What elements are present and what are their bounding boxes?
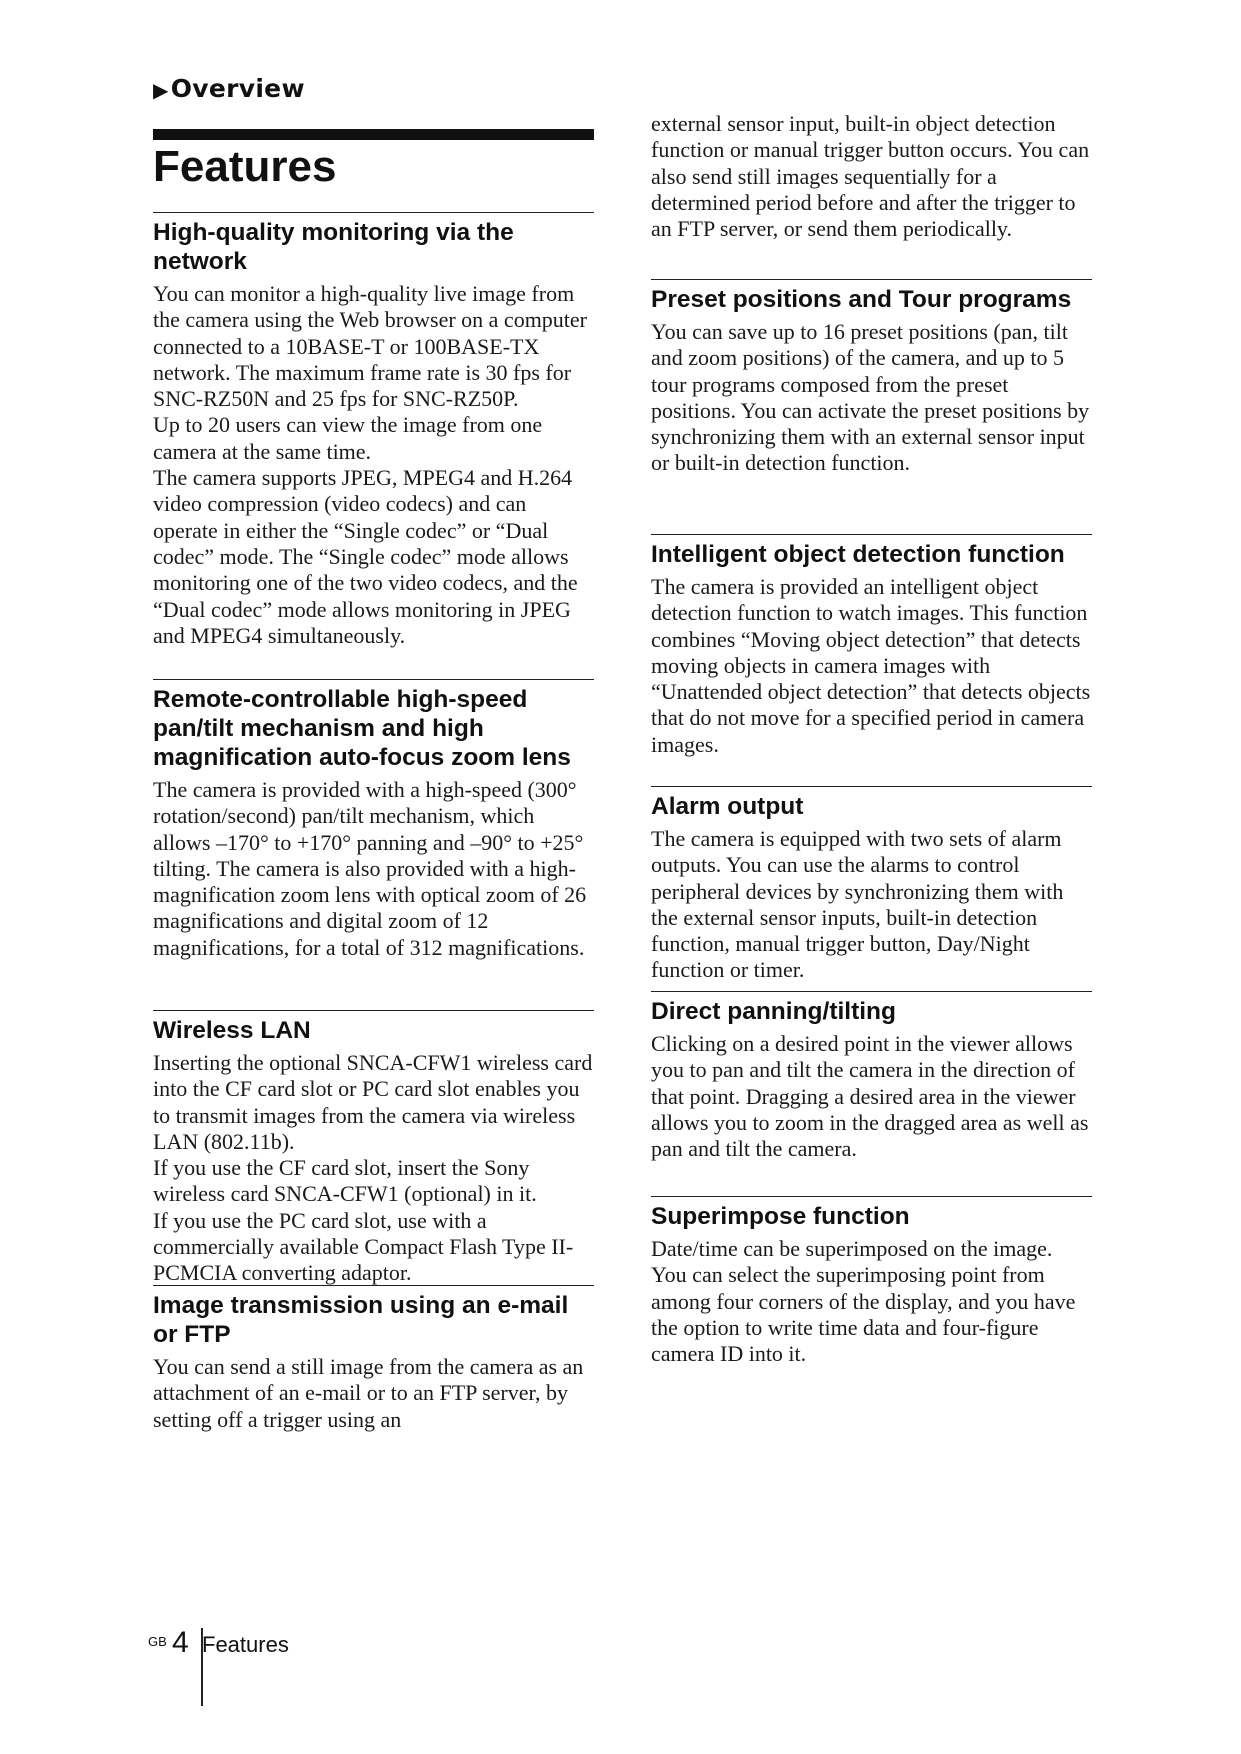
- section-heading: Preset positions and Tour programs: [651, 286, 1072, 313]
- section-pan-tilt-zoom: [153, 679, 594, 961]
- section-alarm-output: [651, 786, 1092, 984]
- footer-section-label: Features: [202, 1632, 289, 1657]
- continuation-paragraph: external sensor input, built-in object detection function or manual trigger button occurs. You can also send still images sequentially for a determined period before and after the trigger to an FTP server, or send them periodically.: [651, 111, 1090, 242]
- section-high-quality-monitoring: [153, 212, 594, 649]
- section-rule: [651, 786, 1092, 787]
- section-image-transmission: [153, 1285, 594, 1433]
- section-preset-positions: [651, 279, 1092, 477]
- title-rule: [153, 129, 594, 140]
- section-rule: [153, 212, 594, 213]
- section-paragraph: The camera is equipped with two sets of alarm outputs. You can use the alarms to control peripheral devices by synchronizing them with the external sensor inputs, built-in detection function, manual trigger button, Day/Night function or timer.: [651, 826, 1064, 983]
- section-rule: [153, 1285, 594, 1286]
- section-paragraph: The camera is provided with a high-speed (300° rotation/second) pan/tilt mechanism, which allows –170° to +170° panning and –90° to +25° tilting. The camera is also provided with a high-magnification zoom lens with optical zoom of 26 magnifications and digital zoom of 12 magnifications, for a total of 312 magnifications.: [153, 777, 587, 960]
- section-direct-panning: [651, 991, 1092, 1162]
- section-rule: [153, 679, 594, 680]
- section-paragraph: If you use the CF card slot, insert the Sony wireless card SNCA-CFW1 (optional) in it.: [153, 1155, 537, 1207]
- page-title: Features: [153, 142, 337, 191]
- section-rule: [651, 279, 1092, 280]
- section-paragraph: You can send a still image from the camera as an attachment of an e-mail or to an FTP server, by setting off a trigger using an: [153, 1354, 584, 1432]
- section-superimpose: [651, 1196, 1092, 1367]
- section-rule: [651, 1196, 1092, 1197]
- section-paragraph: The camera is provided an intelligent object detection function to watch images. This function combines “Moving object detection” that detects moving objects in camera images with “Unattended object detection” that detects objects that do not move for a specified period in camera images.: [651, 574, 1091, 757]
- section-heading: Alarm output: [651, 793, 804, 820]
- breadcrumb-arrow-icon: ▶: [153, 78, 169, 102]
- section-heading: Direct panning/tilting: [651, 998, 896, 1025]
- section-wireless-lan: [153, 1010, 594, 1287]
- section-heading: Remote-controllable high-speed pan/tilt mechanism and high magnification auto-focus zoom lens: [153, 686, 571, 771]
- section-object-detection: [651, 534, 1092, 758]
- section-heading: Superimpose function: [651, 1203, 910, 1230]
- section-heading: Image transmission using an e-mail or FTP: [153, 1292, 569, 1348]
- section-paragraph: Up to 20 users can view the image from one camera at the same time.: [153, 412, 543, 464]
- section-paragraph: If you use the PC card slot, use with a commercially available Compact Flash Type II-PCMCIA converting adaptor.: [153, 1207, 574, 1286]
- section-paragraph: Clicking on a desired point in the viewer allows you to pan and tilt the camera in the direction of that point. Dragging a desired area in the viewer allows you to zoom in the dragged area as well as pan and tilt the camera.: [651, 1031, 1089, 1162]
- section-paragraph: The camera supports JPEG, MPEG4 and H.264 video compression (video codecs) and can operate in either the “Single codec” or “Dual codec” mode. The “Single codec” mode allows monitoring one of the two video codecs, and the “Dual codec” mode allows monitoring in JPEG and MPEG4 simultaneously.: [153, 465, 578, 648]
- section-paragraph: Inserting the optional SNCA-CFW1 wireless card into the CF card slot or PC card slot enables you to transmit images from the camera via wireless LAN (802.11b).: [153, 1050, 593, 1154]
- footer-page-number: 4: [172, 1626, 189, 1659]
- breadcrumb: [153, 74, 305, 103]
- section-rule: [651, 991, 1092, 992]
- section-heading: Intelligent object detection function: [651, 541, 1065, 568]
- footer-region: GB: [148, 1634, 167, 1649]
- section-rule: [153, 1010, 594, 1011]
- section-paragraph: You can monitor a high-quality live image from the camera using the Web browser on a computer connected to a 10BASE-T or 100BASE-TX network. The maximum frame rate is 30 fps for SNC-RZ50N and 25 fps for SNC-RZ50P.: [153, 281, 588, 412]
- section-paragraph: Date/time can be superimposed on the image. You can select the superimposing point from among four corners of the display, and you have the option to write time data and four-figure camera ID into it.: [651, 1236, 1076, 1367]
- section-rule: [651, 534, 1092, 535]
- breadcrumb-label: Overview: [170, 74, 305, 103]
- section-heading: Wireless LAN: [153, 1017, 311, 1044]
- section-heading: High-quality monitoring via the network: [153, 219, 514, 275]
- section-paragraph: You can save up to 16 preset positions (pan, tilt and zoom positions) of the camera, and up to 5 tour programs composed from the preset positions. You can activate the preset positions by synchronizing them with an external sensor input or built-in detection function.: [651, 319, 1090, 476]
- section-continuation: [651, 111, 1092, 242]
